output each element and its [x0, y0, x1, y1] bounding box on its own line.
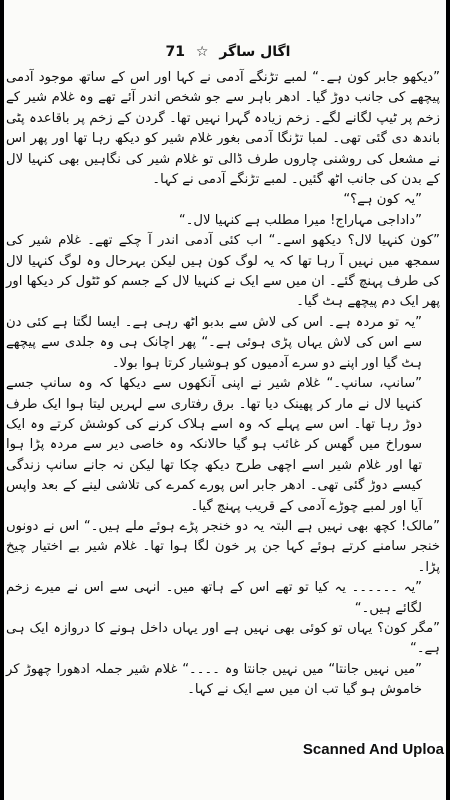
paragraph: ”کون کنہیا لال؟ دیکھو اسے۔“ اب کئی آدمی اندر آ چکے تھے۔ غلام شیر کی سمجھ میں نہیں آ رہا تھا کہ یہ لوگ کون ہیں لیکن بہرحال وہ لوگ کنہیا لال کی طرف پہنچ گئے۔ ان میں سے ایک نے کنہیا لال کے جسم کو ٹٹول کر دیکھا اور پھر ایک دم پیچھے ہٹ گیا۔	[6, 233, 440, 310]
story-text	[6, 68, 440, 701]
paragraph: ”مگر کون؟ یہاں تو کوئی بھی نہیں ہے اور یہاں داخل ہونے کا دروازہ ایک ہی ہے۔“	[6, 620, 440, 657]
paragraph: ”یہ ۔۔۔۔۔۔ یہ کیا تو تھے اس کے ہاتھ میں۔ انہی سے اس نے میرے زخم لگائے ہیں۔“	[6, 580, 422, 616]
paragraph: ”سانپ، سانپ۔“ غلام شیر نے اپنی آنکھوں سے دیکھا کہ وہ سانپ جسے کنہیا لال نے مار کر پھینک دیا تھا۔ برق رفتاری سے لہریں لیتا ہوا ایک طرف دوڑ رہا تھا۔ اس سے پہلے کہ وہ اسے ہلاک کرنے کی کوشش کرتے وہ ایک سوراخ میں گھس کر غائب ہو گیا حالانکہ وہ خاصی دیر سے مردہ پڑا ہوا تھا اور غلام شیر اسے اچھی طرح دیکھ چکا تھا لیکن نہ جانے سانپ زندگی کیسے دوڑ گئی تھی۔ ادھر جابر اس پورے کمرے کی تلاشی لینے کے بعد واپس آیا اور لمبے چوڑے آدمی کے قریب پہنچ گیا۔	[6, 376, 422, 514]
star-icon: ☆	[195, 44, 209, 60]
paragraph: ”دیکھو جابر کون ہے۔“ لمبے تڑنگے آدمی نے کہا اور اس کے ساتھ موجود آدمی پیچھے کی جانب دوڑ گیا۔ ادھر باہر سے جو شخص اندر آئے تھے وہ غلام شیر کے زخم پر ٹیپ لگانے لگے۔ زخم زیادہ گہرا نہیں تھا۔ گردن کے زخم پر باقاعدہ پٹی باندھ دی گئی تھی۔ لمبا تڑنگا آدمی بغور غلام شیر کو دیکھ رہا تھا اور پھر اس نے مشعل کی روشنی چاروں طرف ڈالی تو غلام شیر کی نگاہیں بھی کنہیا لال کے بدن کی جانب اٹھ گئیں۔ لمبے تڑنگے آدمی نے کہا۔	[6, 70, 440, 188]
paragraph: ”داداجی مہاراج! میرا مطلب ہے کنہیا لال۔“	[178, 212, 422, 228]
paragraph: ”یہ کون ہے؟“	[343, 192, 422, 208]
page-number: 71	[165, 44, 186, 60]
scan-edge-right	[446, 0, 450, 800]
paragraph: ”میں نہیں جانتا“ میں نہیں جانتا وہ ۔۔۔۔“ غلام شیر جملہ ادھورا چھوڑ کر خاموش ہو گیا تب ان میں سے ایک نے کہا۔	[6, 661, 422, 698]
running-header	[0, 44, 450, 60]
scan-edge-left	[0, 0, 4, 800]
scan-watermark: Scanned And Uploa	[302, 741, 444, 758]
book-title: اگال ساگر	[219, 44, 291, 60]
paragraph: ”مالک! کچھ بھی نہیں ہے البتہ یہ دو خنجر پڑے ہوئے ملے ہیں۔“ اس نے دونوں خنجر سامنے کرتے ہوئے کہا جن پر خون لگا ہوا تھا۔ غلام شیر بے اختیار چیخ پڑا۔	[6, 518, 440, 575]
paragraph: ”یہ تو مردہ ہے۔ اس کی لاش سے بدبو اٹھ رہی ہے۔ ایسا لگتا ہے کئی دن سے اس کی لاش یہاں پڑی ہوئی ہے۔“ پھر اچانک ہی وہ جلدی سے پیچھے ہٹ گیا اور اپنے دو سرے آدمیوں کو ہوشیار کرتا ہوا بولا۔	[6, 314, 422, 371]
